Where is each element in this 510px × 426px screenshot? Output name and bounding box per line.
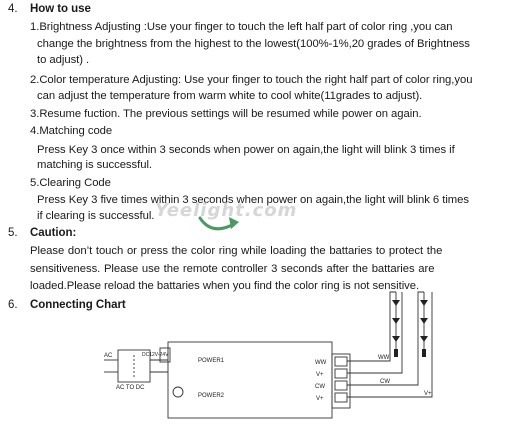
item-matching-line-2: matching is successful.: [37, 159, 153, 171]
item-brightness-line-1: 1.Brightness Adjusting :Use your finger to touch the left half part of color ring ,you can: [30, 21, 453, 33]
item-clearing-title: 5.Clearing Code: [30, 177, 111, 189]
section-title: How to use: [30, 3, 91, 15]
item-resume-line: 3.Resume fuction. The previous settings will be resumed while power on again.: [30, 108, 422, 120]
item-clearing-line-1: Press Key 3 five times within 3 seconds when power on again,the light will blink 6 times: [37, 194, 469, 206]
ac-label: AC: [104, 353, 113, 359]
section-title: Caution:: [30, 227, 77, 239]
caution-line-3: loaded.Please reload the battaries when you find the color ring is not sensitive.: [30, 280, 420, 292]
caution-line-2: sensitiveness. Please use the remote controller 3 seconds after the battaries are: [30, 263, 435, 275]
item-matching-line-1: Press Key 3 once within 3 seconds when power on again,the light will blink 3 times if: [37, 144, 455, 156]
wire-vplus-label: V+: [424, 391, 432, 397]
port-vplus-1-label: V+: [316, 372, 324, 378]
item-matching-title: 4.Matching code: [30, 125, 113, 137]
item-clearing-line-2: if clearing is successful.: [37, 210, 155, 222]
power1-label: POWER1: [198, 358, 225, 364]
item-brightness-line-2: change the brightness from the highest to the lowest(100%-1%,20 grades of Brightness: [37, 38, 470, 50]
section-number: 4.: [8, 3, 18, 15]
section-number: 5.: [8, 227, 18, 239]
watermark: Yeelight.com: [155, 200, 298, 221]
item-color-temp-line-2: can adjust the temperature from warm white to cool white(11grades to adjust).: [37, 90, 423, 102]
wire-ww-label: WW: [378, 355, 390, 361]
section-title: Connecting Chart: [30, 299, 126, 311]
port-vplus-2-label: V+: [316, 396, 324, 402]
wire-cw-label: CW: [380, 379, 390, 385]
dc-voltage-label: DC12V-24V: [142, 352, 169, 358]
caution-line-1: Please don’t touch or press the color ring while loading the battaries to protect the: [30, 245, 443, 257]
item-color-temp-line-1: 2.Color temperature Adjusting: Use your finger to touch the right half part of color ring,you: [30, 74, 473, 86]
port-ww-label: WW: [315, 360, 327, 366]
port-cw-label: CW: [315, 384, 325, 390]
section-number: 6.: [8, 299, 18, 311]
power2-label: POWER2: [198, 393, 225, 399]
item-brightness-line-3: to adjust) .: [37, 54, 90, 66]
ac-to-dc-label: AC TO DC: [116, 385, 145, 391]
